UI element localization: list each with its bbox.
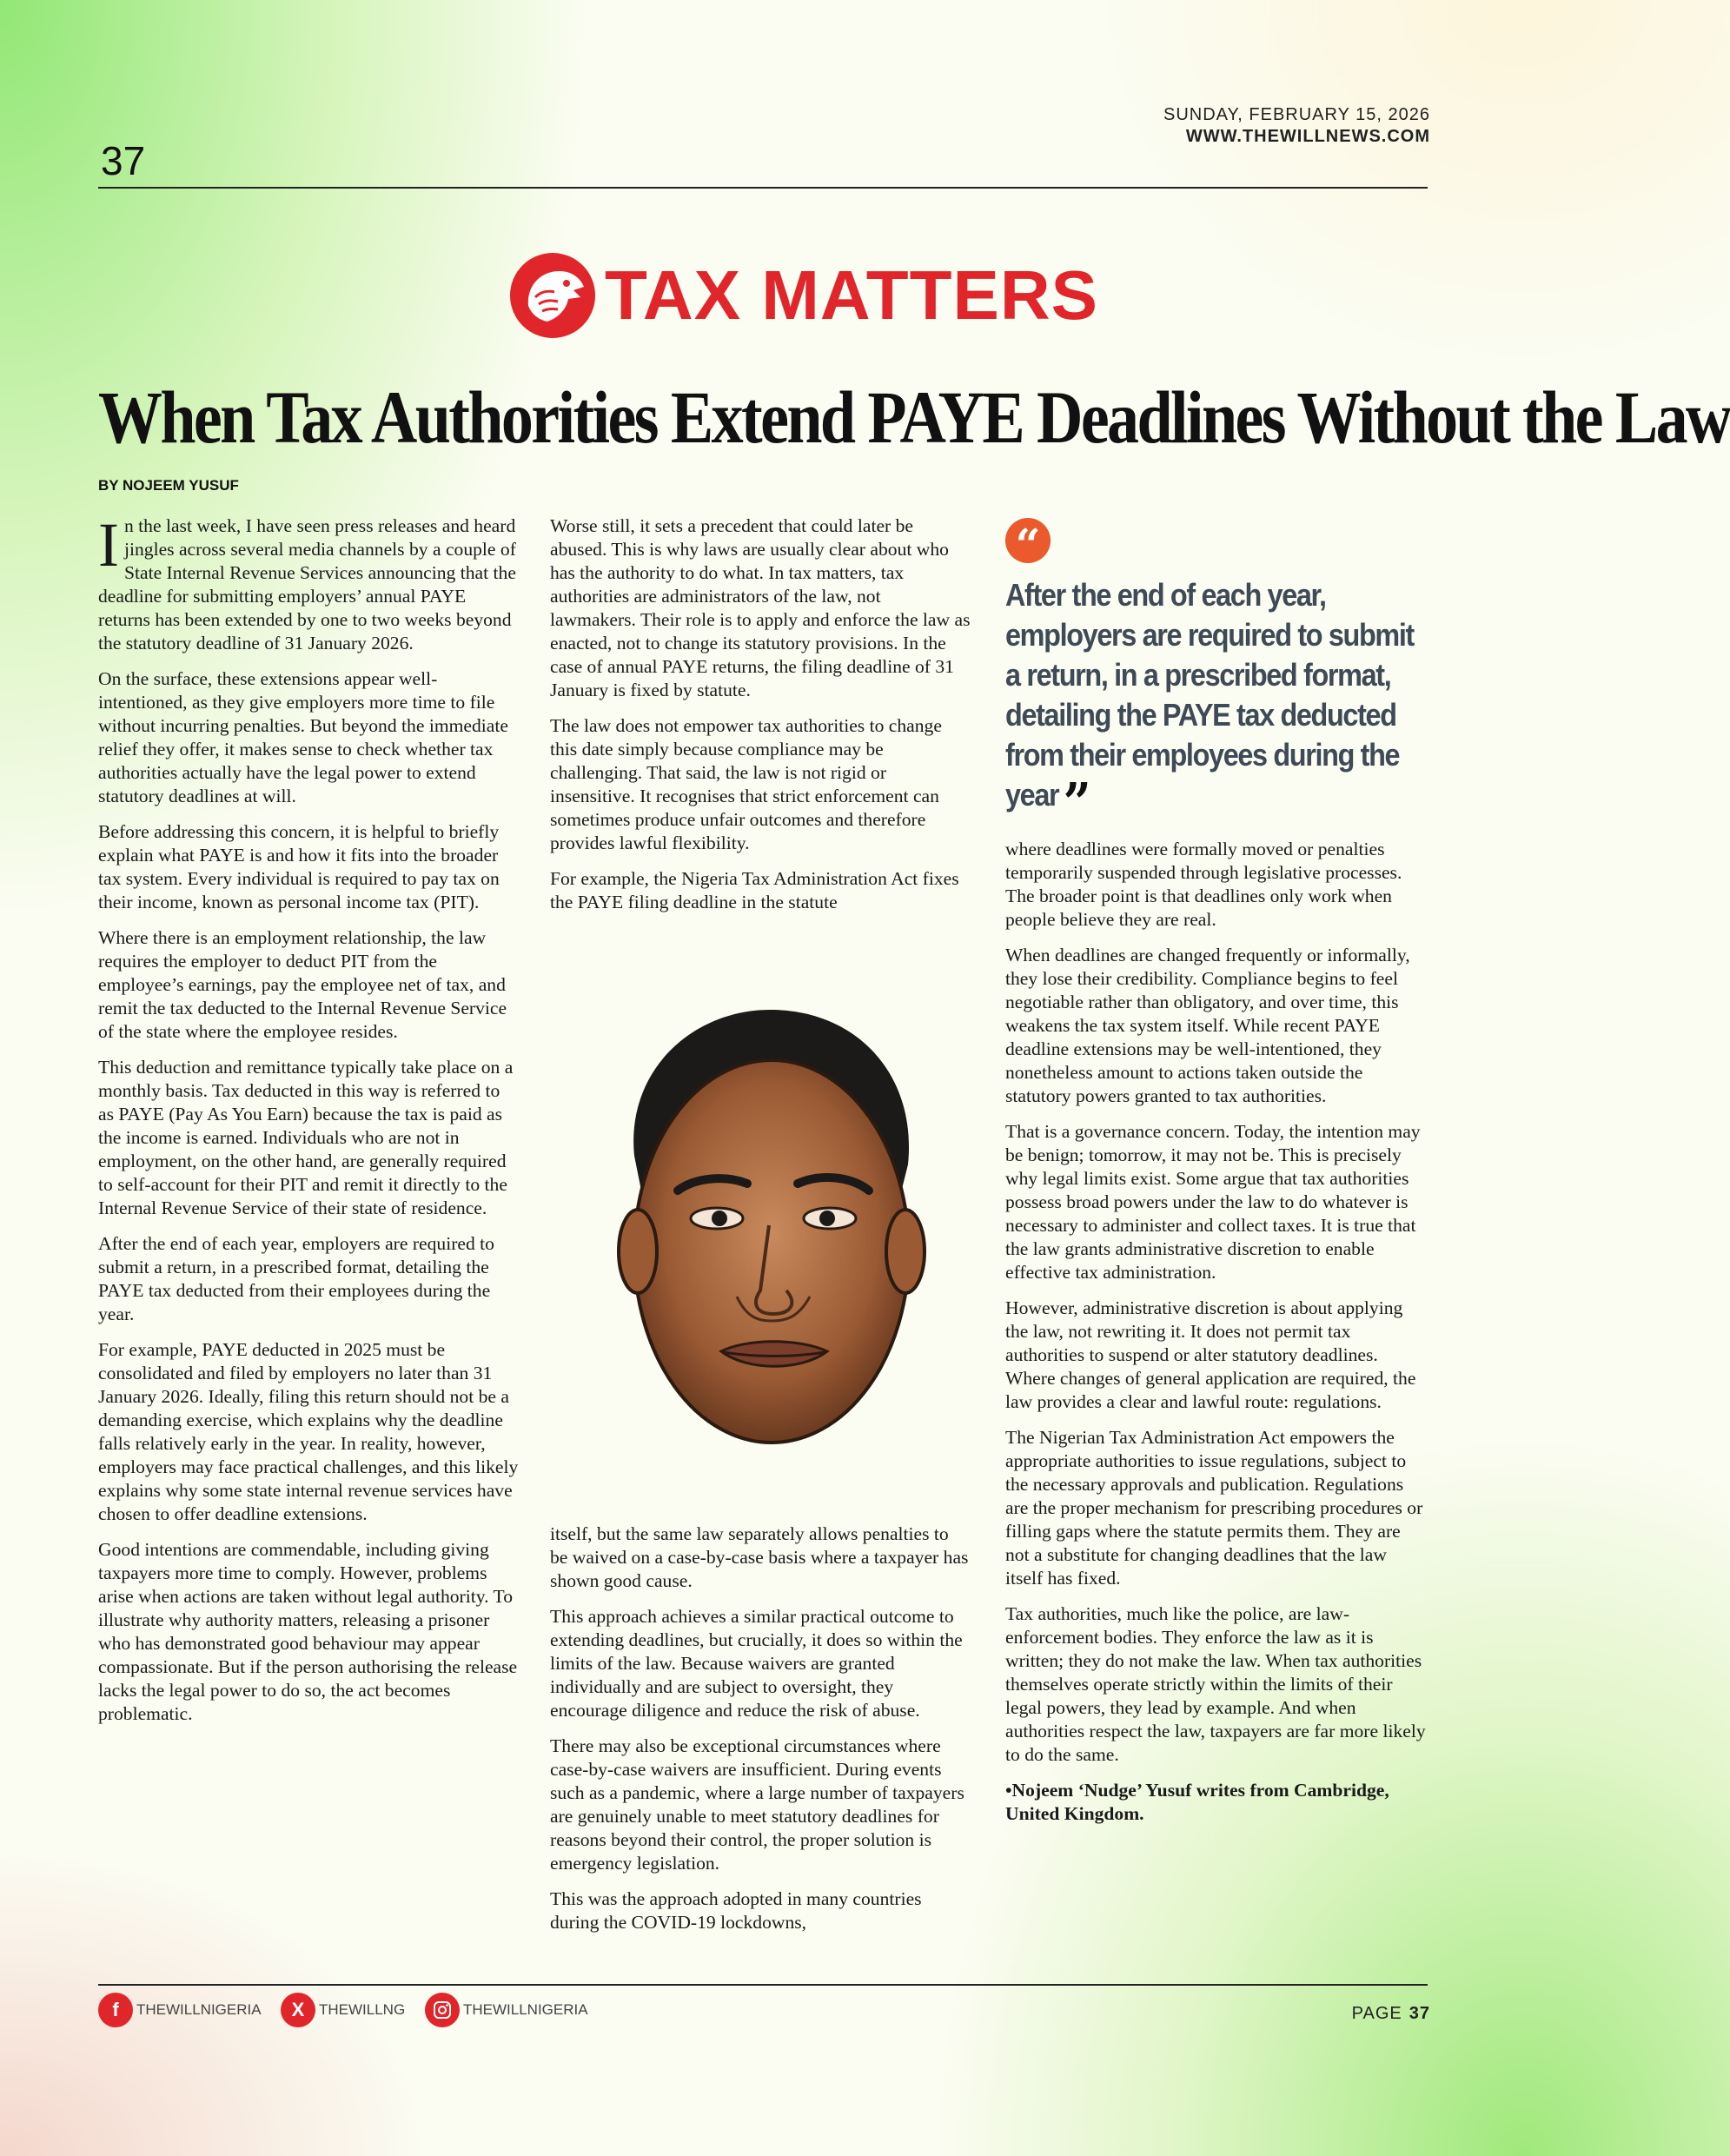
- paragraph: Worse still, it sets a precedent that could later be abused. This is why laws are usually clear about who has the authority to do what. In tax matters, tax authorities are administrators of the law, not lawmakers. Their role is to apply and enforce the law as enacted, not to change its statutory provisions. In the case of annual PAYE returns, the filing deadline of 31 January is fixed by statute.: [550, 515, 971, 700]
- header-rule: [98, 187, 1428, 189]
- paragraph: Where there is an employment relationship, the law requires the employer to deduct PIT from the employee’s earnings, pay the employee net of tax, and remit the tax deducted to the Internal Revenue Service of the state where the employee resides.: [98, 927, 507, 1042]
- instagram-icon: [425, 1993, 460, 2027]
- open-quote-icon: “: [1005, 518, 1051, 563]
- article-headline: When Tax Authorities Extend PAYE Deadlines Without the Law: [98, 375, 1730, 459]
- drop-cap: I: [98, 510, 119, 580]
- paragraph: Before addressing this concern, it is helpful to briefly explain what PAYE is and how it fits into the broader tax system. Every individual is required to pay tax on their income, known as personal income tax (PIT).: [98, 821, 500, 912]
- social-instagram[interactable]: [425, 1993, 588, 2027]
- paragraph: After the end of each year, employers are required to submit a return, in a prescribed format, detailing the PAYE tax deducted from their employees during the year.: [98, 1233, 494, 1324]
- pull-quote: [1005, 518, 1422, 834]
- pull-quote-text: After the end of each year, employers are required to submit a return, in a prescribed format, detailing the PAYE tax deducted from their employees during the year”: [1005, 577, 1414, 834]
- issue-date-block: [1163, 104, 1430, 148]
- paragraph: In the last week, I have seen press releases and heard jingles across several media channels by a couple of State Internal Revenue Services announcing that the deadline for submitting employers’ annual PAYE returns has been extended by one to two weeks beyond the statutory deadline of 31 January 2026.: [98, 510, 516, 653]
- byline: BY NOJEEM YUSUF: [98, 477, 239, 494]
- paragraph: The Nigerian Tax Administration Act empowers the appropriate authorities to issue regulations, subject to the necessary approvals and publication. Regulations are the proper mechanism for prescribing procedures or filling gaps where the statute permits them. They are not a substitute for changing deadlines that the law itself has fixed.: [1005, 1427, 1423, 1589]
- paragraph: where deadlines were formally moved or penalties temporarily suspended through legislative processes. The broader point is that deadlines only work when people believe they are real.: [1005, 839, 1402, 930]
- social-handle: THEWILLNIGERIA: [463, 2001, 588, 2018]
- facebook-icon: f: [98, 1993, 133, 2027]
- paragraph: There may also be exceptional circumstances where case-by-case waivers are insufficient. During events such as a pandemic, where a large number of taxpayers are genuinely unable to meet statutory deadlines for reasons beyond their control, the proper solution is emergency legislation.: [550, 1735, 964, 1874]
- paragraph: This deduction and remittance typically take place on a monthly basis. Tax deducted in this way is referred to as PAYE (Pay As You Earn) because the tax is paid as the income is earned. Individuals who are not in employment, on the other hand, are generally required to self-account for their PIT and remit it directly to the Internal Revenue Service of their state of residence.: [98, 1057, 514, 1218]
- paragraph: itself, but the same law separately allows penalties to be waived on a case-by-case basis where a taxpayer has shown good cause.: [550, 1523, 969, 1591]
- footer-page-number: [1352, 2004, 1430, 2024]
- page-number: 37: [101, 138, 146, 183]
- article-column-2-top: [550, 514, 971, 926]
- social-footer: [98, 1993, 1428, 2034]
- paragraph: On the surface, these extensions appear well-intentioned, as they give employers more time to file without incurring penalties. But beyond the immediate relief they offer, it makes sense to check whether tax authorities actually have the legal power to extend statutory deadlines at will.: [98, 668, 508, 806]
- paragraph: This approach achieves a similar practical outcome to extending deadlines, but crucially, it does so within the limits of the law. Because waivers are granted individually and are subject to oversight, they encourage diligence and reduce the risk of abuse.: [550, 1606, 963, 1721]
- article-column-3: [1005, 838, 1428, 1838]
- paragraph: The law does not empower tax authorities to change this date simply because compliance may be challenging. That said, the law is not rigid or insensitive. It recognises that strict enforcement can sometimes produce unfair outcomes and therefore provides lawful flexibility.: [550, 715, 942, 853]
- paragraph: However, administrative discretion is about applying the law, not rewriting it. It does not permit tax authorities to suspend or alter statutory deadlines. Where changes of general application are required, the law provides a clear and lawful route: regulations.: [1005, 1297, 1416, 1412]
- eagle-head-icon: [509, 252, 596, 339]
- article-column-2-bottom: [550, 1522, 971, 1947]
- page-label: PAGE: [1351, 2004, 1402, 2023]
- paragraph: When deadlines are changed frequently or informally, they lose their credibility. Compliance begins to feel negotiable rather than obligatory, and over time, this weakens the tax system itself. While recent PAYE deadline extensions may be well-intentioned, they nonetheless amount to actions taken outside the statutory powers granted to tax authorities.: [1005, 945, 1410, 1106]
- section-title: TAX MATTERS: [605, 256, 1098, 334]
- paragraph: For example, PAYE deducted in 2025 must be consolidated and filed by employers no later than 31 January 2026. Ideally, filing this return should not be a demanding exercise, which explains why the deadline falls relatively early in the year. In reality, however, employers may face practical challenges, and this likely explains why some state internal revenue services have chosen to offer deadline extensions.: [98, 1339, 519, 1524]
- author-signature: •Nojeem ‘Nudge’ Yusuf writes from Cambridge, United Kingdom.: [1005, 1780, 1389, 1824]
- social-handle: THEWILLNG: [319, 2001, 406, 2018]
- footer-rule: [98, 1984, 1428, 1986]
- social-handle: THEWILLNIGERIA: [136, 2001, 262, 2018]
- issue-date: SUNDAY, FEBRUARY 15, 2026: [1163, 105, 1430, 124]
- website-url[interactable]: WWW.THEWILLNEWS.COM: [1185, 127, 1430, 146]
- paragraph: That is a governance concern. Today, the intention may be benign; tomorrow, it may not be. This is precisely why legal limits exist. Some argue that tax authorities possess broad powers under the law to do whatever is necessary to administer and collect taxes. It is true that the law grants administrative discretion to enable effective tax administration.: [1005, 1121, 1421, 1283]
- paragraph: Tax authorities, much like the police, are law-enforcement bodies. They enforce the law as it is written; they do not make the law. When tax authorities themselves operate strictly within the limits of their legal powers, they lead by example. And when authorities respect the law, taxpayers are far more likely to do the same.: [1005, 1603, 1426, 1765]
- page-number-value: 37: [1409, 2004, 1430, 2023]
- social-x[interactable]: [281, 1993, 405, 2027]
- article-column-1: [98, 510, 519, 1738]
- paragraph: This was the approach adopted in many countries during the COVID-19 lockdowns,: [550, 1888, 922, 1933]
- social-facebook[interactable]: [98, 1993, 262, 2027]
- paragraph: For example, the Nigeria Tax Administration Act fixes the PAYE filing deadline in the statute: [550, 868, 959, 912]
- section-logo: [509, 252, 1117, 339]
- close-quote-icon: ”: [1063, 771, 1090, 834]
- author-portrait-illustration: [573, 991, 956, 1495]
- paragraph: Good intentions are commendable, including giving taxpayers more time to comply. However, problems arise when actions are taken without legal authority. To illustrate why authority matters, releasing a prisoner who has demonstrated good behaviour may appear compassionate. But if the person authorising the release lacks the legal power to do so, the act becomes problematic.: [98, 1539, 518, 1724]
- x-icon: X: [281, 1993, 315, 2027]
